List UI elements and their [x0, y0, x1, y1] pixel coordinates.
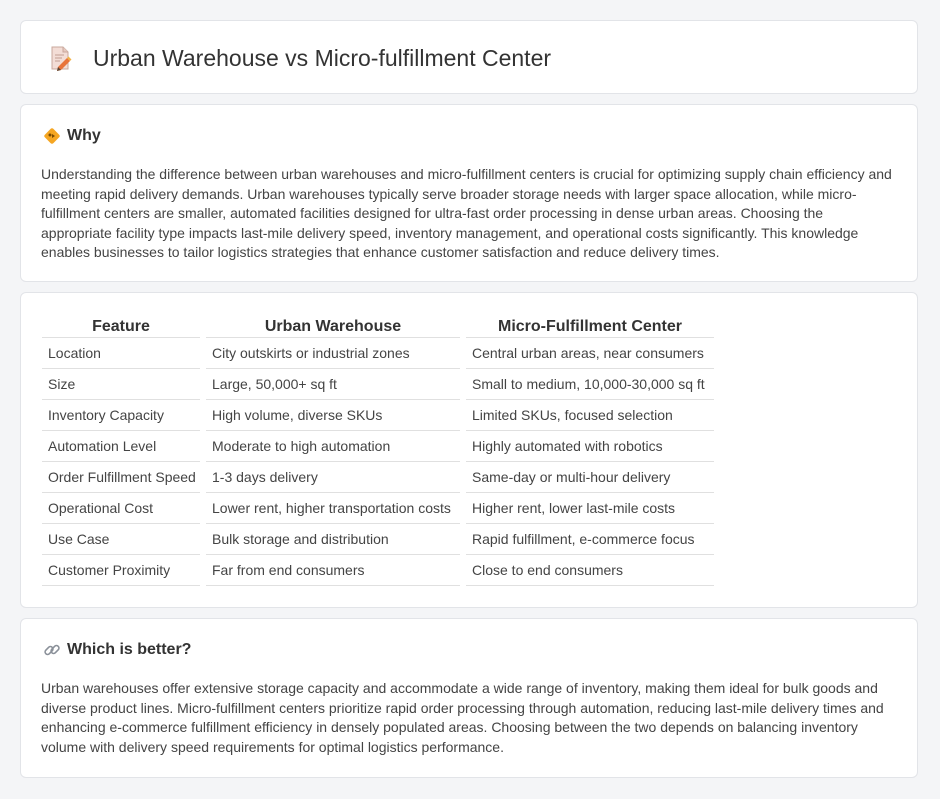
document-pencil-icon	[47, 45, 73, 71]
comparison-table	[36, 315, 720, 586]
table-row	[42, 493, 714, 524]
column-header-micro-fulfillment: Micro-Fulfillment Center	[466, 315, 714, 338]
cell-micro-fulfillment: Close to end consumers	[466, 555, 714, 586]
cell-micro-fulfillment: Limited SKUs, focused selection	[466, 400, 714, 431]
table-row	[42, 338, 714, 369]
cell-urban-warehouse: High volume, diverse SKUs	[206, 400, 460, 431]
cell-feature: Size	[42, 369, 200, 400]
cell-feature: Order Fulfillment Speed	[42, 462, 200, 493]
cell-feature: Location	[42, 338, 200, 369]
link-icon	[43, 641, 61, 659]
column-header-urban-warehouse: Urban Warehouse	[206, 315, 460, 338]
why-heading	[43, 127, 101, 145]
cell-micro-fulfillment: Same-day or multi-hour delivery	[466, 462, 714, 493]
table-row	[42, 431, 714, 462]
why-text: Understanding the difference between urban warehouses and micro-fulfillment centers is crucial for optimizing supply chain efficiency and meeting rapid delivery demands. Urban warehouses typically serve broader storage needs with larger space allocation, while micro-fulfillment centers are smaller, automated facilities designed for ultra-fast order processing in dense urban areas. Choosing the appropriate facility type impacts last-mile delivery speed, inventory management, and operational costs significantly. This knowledge enables businesses to tailor logistics strategies that enhance customer satisfaction and reduce delivery times.	[41, 166, 892, 260]
cell-urban-warehouse: Lower rent, higher transportation costs	[206, 493, 460, 524]
cell-feature: Automation Level	[42, 431, 200, 462]
cell-urban-warehouse: City outskirts or industrial zones	[206, 338, 460, 369]
better-title: Which is better?	[67, 641, 192, 658]
cell-urban-warehouse: Moderate to high automation	[206, 431, 460, 462]
column-header-feature: Feature	[42, 315, 200, 338]
why-title: Why	[67, 127, 101, 144]
comparison-card	[20, 292, 918, 608]
cell-feature: Inventory Capacity	[42, 400, 200, 431]
cell-micro-fulfillment: Higher rent, lower last-mile costs	[466, 493, 714, 524]
table-row	[42, 369, 714, 400]
cell-micro-fulfillment: Rapid fulfillment, e-commerce focus	[466, 524, 714, 555]
cell-feature: Use Case	[42, 524, 200, 555]
cell-urban-warehouse: 1-3 days delivery	[206, 462, 460, 493]
title-row	[47, 45, 551, 71]
cell-micro-fulfillment: Central urban areas, near consumers	[466, 338, 714, 369]
cell-micro-fulfillment: Highly automated with robotics	[466, 431, 714, 462]
table-row	[42, 462, 714, 493]
table-row	[42, 555, 714, 586]
cell-urban-warehouse: Far from end consumers	[206, 555, 460, 586]
cell-feature: Operational Cost	[42, 493, 200, 524]
title-card	[20, 20, 918, 94]
table-row	[42, 524, 714, 555]
cell-urban-warehouse: Large, 50,000+ sq ft	[206, 369, 460, 400]
cell-feature: Customer Proximity	[42, 555, 200, 586]
page-title: Urban Warehouse vs Micro-fulfillment Center	[93, 45, 552, 71]
diamond-sign-icon	[43, 127, 61, 145]
cell-urban-warehouse: Bulk storage and distribution	[206, 524, 460, 555]
why-card	[20, 104, 918, 282]
better-heading	[43, 641, 191, 659]
table-row	[42, 400, 714, 431]
cell-micro-fulfillment: Small to medium, 10,000-30,000 sq ft	[466, 369, 714, 400]
which-better-card	[20, 618, 918, 778]
table-header-row	[42, 315, 714, 338]
better-text: Urban warehouses offer extensive storage capacity and accommodate a wide range of inventory, making them ideal for bulk goods and diverse product lines. Micro-fulfillment centers prioritize rapid order processing through automation, reducing last-mile delivery times and enhancing e-commerce fulfillment efficiency in densely populated areas. Choosing between the two depends on balancing inventory volume with delivery speed requirements for optimal logistics performance.	[41, 680, 884, 755]
